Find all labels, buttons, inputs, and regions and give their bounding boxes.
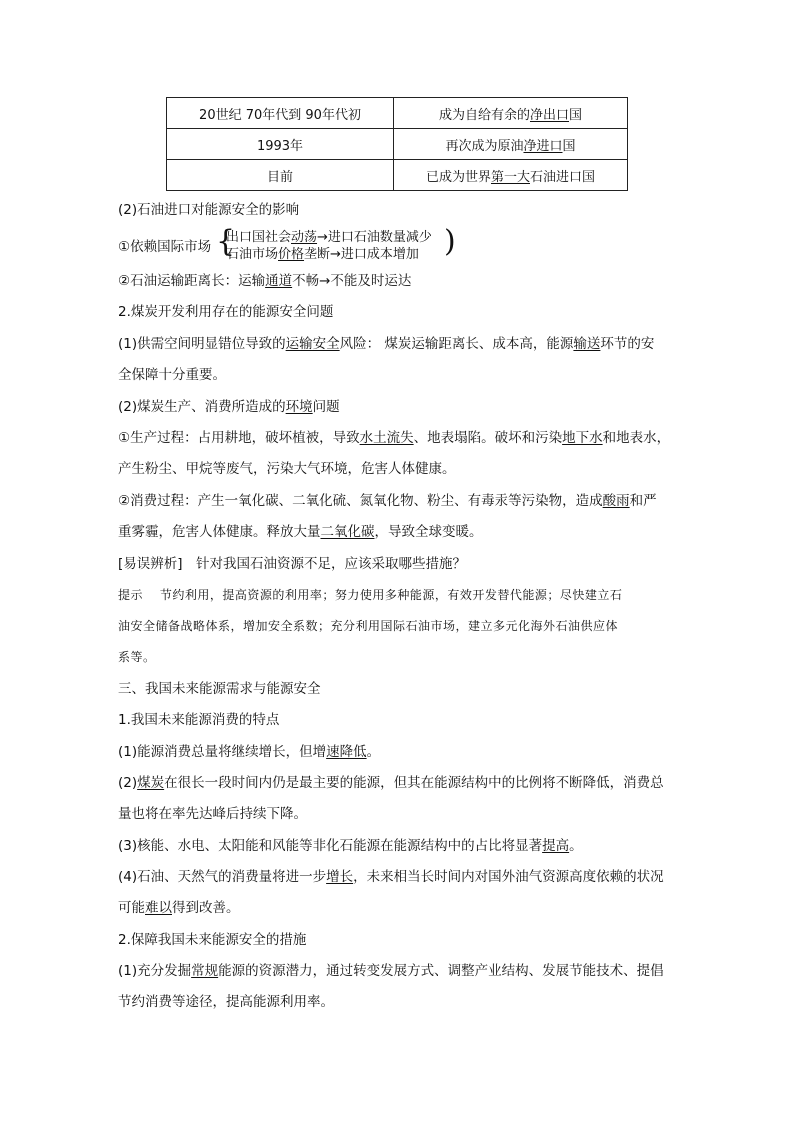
paragraph-consumption-line1: ②消费过程：产生一氧化碳、二氧化硫、氮氧化物、粉尘、有毒汞等污染物，造成酸雨和严 [118, 493, 657, 509]
hint-line-2: 油安全储备战略体系，增加安全系数；充分利用国际石油市场，建立多元化海外石油供应体 [118, 619, 619, 633]
paragraph-future-4-line2: 可能难以得到改善。 [118, 900, 240, 916]
paragraph-coal-1-line2: 全保障十分重要。 [118, 367, 226, 383]
subheading-measures: 2.保障我国未来能源安全的措施 [118, 932, 307, 948]
paragraph-future-2-line2: 量也将在率先达峰后持续下降。 [118, 806, 307, 822]
brace-line-1: 出口国社会动荡→进口石油数量减少 [226, 230, 432, 245]
table-cell-period: 目前 [167, 160, 394, 191]
table-row [167, 160, 628, 191]
paragraph-future-4-line1: (4)石油、天然气的消费量将进一步增长，未来相当长时间内对国外油气资源高度依赖的状况 [118, 869, 664, 885]
table-cell-period: 1993年 [167, 129, 394, 160]
subheading-future-features: 1.我国未来能源消费的特点 [118, 712, 280, 728]
paragraph-transport-distance: ②石油运输距离长：运输通道不畅→不能及时运达 [118, 273, 412, 289]
table-row [167, 98, 628, 129]
hint-line-1: 提示 节约利用，提高资源的利用率；努力使用多种能源，有效开发替代能源；尽快建立石 [118, 588, 623, 602]
table-cell-desc: 已成为世界第一大石油进口国 [394, 160, 628, 191]
paragraph-future-1: (1)能源消费总量将继续增长，但增速降低。 [118, 744, 381, 760]
right-paren: ) [444, 224, 456, 259]
paragraph-future-3: (3)核能、水电、太阳能和风能等非化石能源在能源结构中的占比将显著提高。 [118, 838, 583, 854]
table-cell-desc: 再次成为原油净进口国 [394, 129, 628, 160]
left-brace: { [216, 224, 236, 259]
paragraph-coal-2: (2)煤炭生产、消费所造成的环境问题 [118, 399, 340, 415]
table-cell-desc: 成为自给有余的净出口国 [394, 98, 628, 129]
brace-label: ①依赖国际市场 [118, 239, 212, 255]
paragraph-production-line2: 产生粉尘、甲烷等废气，污染大气环境，危害人体健康。 [118, 461, 456, 477]
mistake-analysis-question: [易误辨析] 针对我国石油资源不足，应该采取哪些措施？ [118, 556, 467, 572]
paragraph-measure-1-line1: (1)充分发掘常规能源的资源潜力，通过转变发展方式、调整产业结构、发展节能技术、提倡 [118, 963, 664, 979]
paragraph-consumption-line2: 重雾霾，危害人体健康。释放大量二氧化碳，导致全球变暖。 [118, 524, 483, 540]
oil-history-table [166, 97, 628, 191]
hint-line-3: 系等。 [118, 650, 156, 664]
table-row [167, 129, 628, 160]
paragraph-future-2-line1: (2)煤炭在很长一段时间内仍是最主要的能源，但其在能源结构中的比例将不断降低，消费总 [118, 775, 664, 791]
paragraph-production-line1: ①生产过程：占用耕地，破坏植被，导致水土流失、地表塌陷。破坏和污染地下水和地表水， [118, 430, 671, 446]
paragraph-measure-1-line2: 节约消费等途径，提高能源利用率。 [118, 994, 334, 1010]
paragraph-coal-1-line1: (1)供需空间明显错位导致的运输安全风险： 煤炭运输距离长、成本高，能源输送环节的安 [118, 336, 655, 352]
section-heading-future: 三、我国未来能源需求与能源安全 [118, 681, 321, 697]
table-cell-period: 20世纪 70年代到 90年代初 [167, 98, 394, 129]
brace-line-2: 石油市场价格垄断→进口成本增加 [226, 247, 419, 262]
section-heading-oil-import: (2)石油进口对能源安全的影响 [118, 202, 300, 218]
section-heading-coal: 2.煤炭开发利用存在的能源安全问题 [118, 304, 334, 320]
